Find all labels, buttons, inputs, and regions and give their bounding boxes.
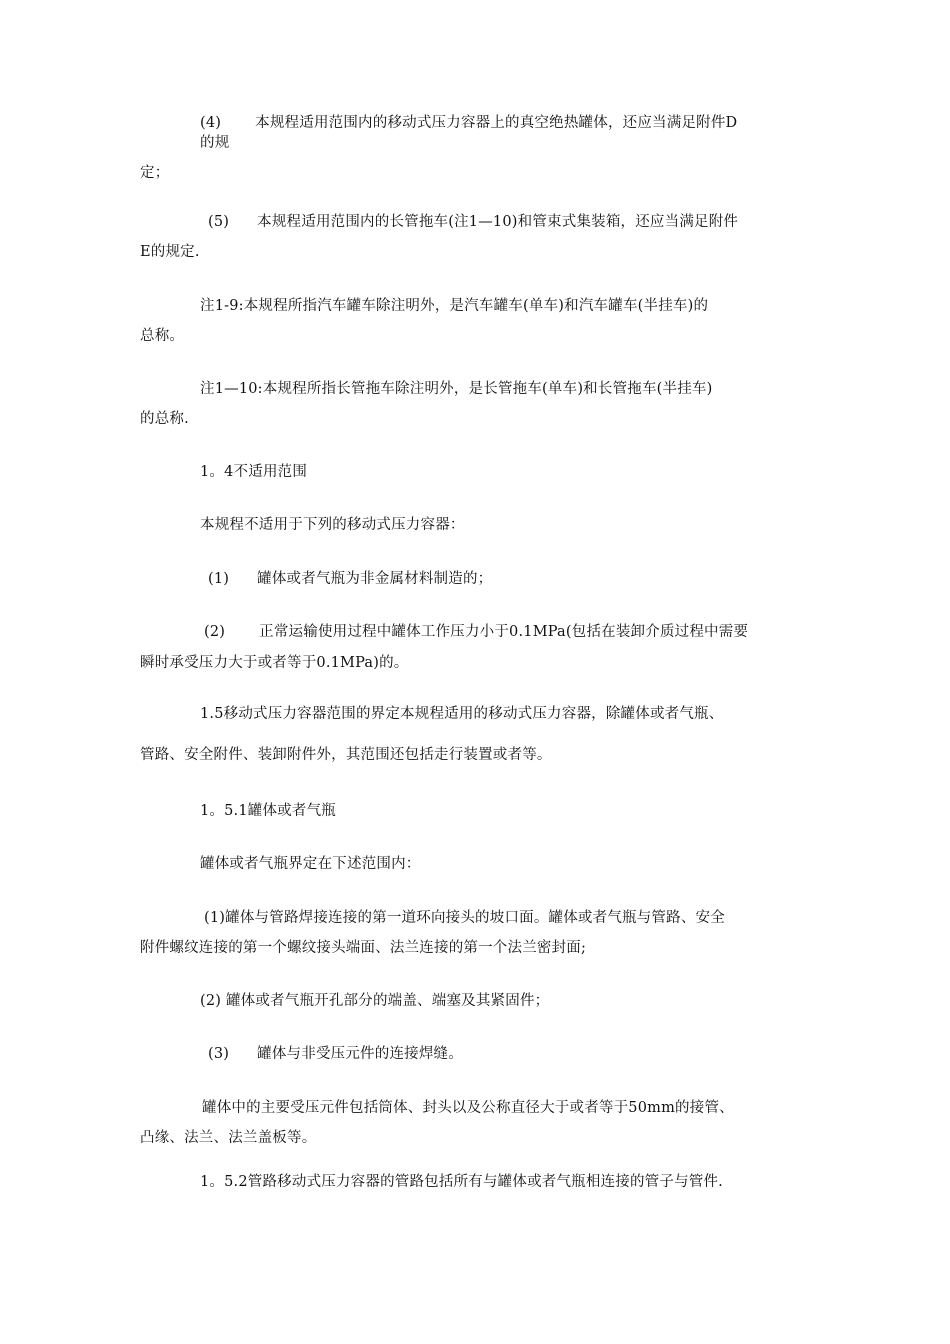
item-number-5: (5) xyxy=(208,214,230,230)
main-parts-line-2: 凸缘、法兰、法兰盖板等。 xyxy=(140,1130,317,1146)
item-number-3: (3) xyxy=(208,1046,230,1062)
item-number-2: (2) xyxy=(204,624,226,640)
note-1-10-line-1: 注1—10:本规程所指长管拖车除注明外，是长管拖车(单车)和长管拖车(半挂车) xyxy=(200,381,713,397)
para-not-applicable: 本规程不适用于下列的移动式压力容器： xyxy=(200,517,465,533)
section-heading-1-5-1: 1。5.1罐体或者气瓶 xyxy=(200,803,336,819)
scope-item-1-line-1: (1)罐体与管路焊接连接的第一道环向接头的坡口面。罐体或者气瓶与管路、安全 xyxy=(204,910,725,926)
main-parts-line-1: 罐体中的主要受压元件包括筒体、封头以及公称直径大于或者等于50mm的接管、 xyxy=(202,1100,734,1116)
item-2-line-2: 瞬时承受压力大于或者等于0.1MPa)的。 xyxy=(140,655,409,671)
para-5-line-2: E的规定. xyxy=(140,244,200,260)
note-1-10-line-2: 的总称. xyxy=(140,411,189,427)
scope-item-3 xyxy=(208,1045,463,1063)
section-heading-1-4: 1。4不适用范围 xyxy=(200,464,308,480)
para-4-line-1 xyxy=(200,114,737,132)
scope-item-1-line-2: 附件螺纹连接的第一个螺纹接头端面、法兰连接的第一个法兰密封面; xyxy=(140,940,587,956)
para-5-text-1: 本规程适用范围内的长管拖车(注1—10)和管束式集装箱，还应当满足附件 xyxy=(257,214,739,230)
note-1-9-line-1: 注1-9:本规程所指汽车罐车除注明外，是汽车罐车(单车)和汽车罐车(半挂车)的 xyxy=(200,298,709,314)
item-2-text-1: 正常运输使用过程中罐体工作压力小于0.1MPa(包括在装卸介质过程中需要 xyxy=(259,624,749,640)
scope-item-3-text: 罐体与非受压元件的连接焊缝。 xyxy=(257,1046,463,1062)
section-1-5-2: 1。5.2管路移动式压力容器的管路包括所有与罐体或者气瓶相连接的管子与管件. xyxy=(200,1174,723,1190)
item-number-4: (4) xyxy=(200,115,222,131)
para-4-line-3: 定； xyxy=(140,165,170,181)
item-2-line-1 xyxy=(204,623,748,641)
note-1-9-line-2: 总称。 xyxy=(140,328,185,344)
section-1-5-line-2: 管路、安全附件、装卸附件外，其范围还包括走行装置或者等。 xyxy=(140,747,552,763)
para-tank-scope: 罐体或者气瓶界定在下述范围内： xyxy=(200,856,421,872)
item-1 xyxy=(208,570,492,588)
para-4-text-1: 本规程适用范围内的移动式压力容器上的真空绝热罐体，还应当满足附件D xyxy=(255,115,738,131)
section-1-5-line-1: 1.5移动式压力容器范围的界定本规程适用的移动式压力容器，除罐体或者气瓶、 xyxy=(200,706,724,722)
para-4-line-2: 的规 xyxy=(200,135,230,151)
scope-item-2: (2) 罐体或者气瓶开孔部分的端盖、端塞及其紧固件； xyxy=(200,993,550,1009)
para-5-line-1 xyxy=(208,213,738,231)
item-1-text: 罐体或者气瓶为非金属材料制造的； xyxy=(257,571,493,587)
item-number-1: (1) xyxy=(208,571,230,587)
